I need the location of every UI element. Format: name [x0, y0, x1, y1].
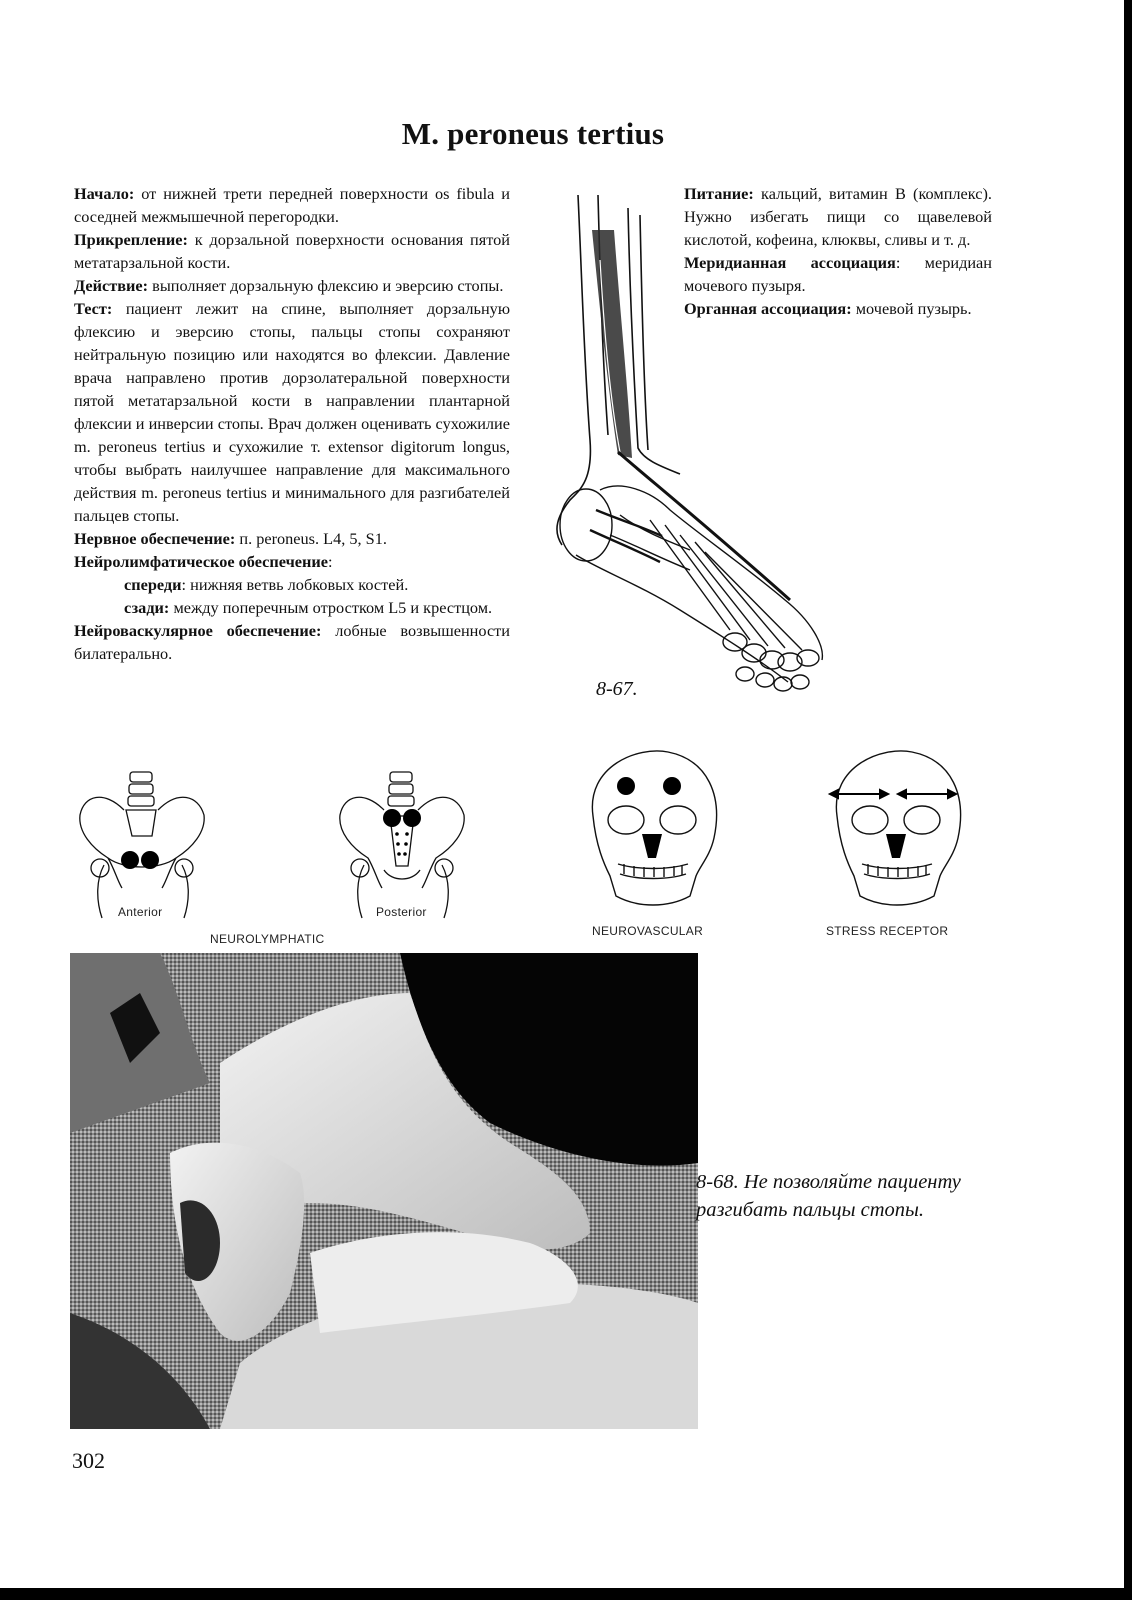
figure-67-caption: 8-67.	[596, 678, 638, 700]
nerve-paragraph	[74, 527, 510, 550]
neurolymphatic-colon: :	[327, 552, 333, 571]
front-text: : нижняя ветвь лобковых костей.	[181, 575, 409, 594]
neurolymphatic-label: Нейролимфатическое обеспечение	[74, 552, 328, 571]
pelvis-anterior-illustration	[74, 770, 214, 920]
insertion-paragraph	[74, 228, 510, 274]
page-title: M. peroneus tertius	[401, 116, 665, 151]
back-text: между поперечным отростком L5 и крестцом.	[173, 598, 493, 617]
figure-68-caption: 8-68. Не позволяйте пациенту разгибать пальцы стопы.	[696, 1171, 961, 1221]
front-paragraph	[74, 573, 510, 596]
origin-text: от нижней трети передней поверхности os fibula и соседней межмышечной перегородки.	[74, 184, 510, 226]
neurolymphatic-caption: NEUROLYMPHATIC	[210, 932, 325, 946]
neurolymphatic-heading	[74, 550, 510, 573]
skull-stress-receptor-illustration	[822, 746, 972, 916]
nutrition-text: кальций, витамин В (комплекс). Нужно избегать пищи со щавелевой кислотой, кофеина, клюквы, сливы и т. д.	[684, 184, 992, 249]
scan-right-edge	[1124, 0, 1132, 1600]
anterior-label: Anterior	[118, 905, 163, 919]
skull-neurovascular-illustration	[578, 746, 728, 916]
muscle-test-photo	[70, 953, 698, 1429]
action-text: выполняет дорзальную флексию и эверсию стопы.	[152, 276, 504, 295]
action-label: Действие:	[74, 276, 149, 295]
stress-receptor-caption: STRESS RECEPTOR	[826, 924, 949, 938]
front-label: спереди	[124, 575, 182, 594]
organ-label: Органная ассоциация:	[684, 299, 852, 318]
insertion-text: к дорзальной поверхности основания пятой метатарзальной кости.	[74, 230, 510, 272]
origin-paragraph	[74, 182, 510, 228]
page-number: 302	[72, 1448, 105, 1473]
pelvis-posterior-illustration	[334, 770, 474, 920]
neurovascular-text: лобные возвышенности билатерально.	[74, 621, 510, 663]
nerve-text: п. peroneus. L4, 5, S1.	[239, 529, 387, 548]
meridian-label: Меридианная ассоциация	[684, 253, 896, 272]
posterior-label: Posterior	[376, 905, 427, 919]
test-label: Тест:	[74, 299, 113, 318]
organ-text: мочевой пузырь.	[855, 299, 972, 318]
action-paragraph	[74, 274, 510, 297]
neurovascular-caption: NEUROVASCULAR	[592, 924, 704, 938]
nerve-label: Нервное обеспечение:	[74, 529, 236, 548]
meridian-text: : меридиан мочевого пузыря.	[684, 253, 992, 295]
scan-bottom-edge	[0, 1588, 1132, 1600]
nutrition-label: Питание:	[684, 184, 754, 203]
back-paragraph	[74, 596, 510, 619]
test-paragraph	[74, 297, 510, 527]
back-label: сзади:	[124, 598, 170, 617]
insertion-label: Прикрепление:	[74, 230, 188, 249]
leg-foot-illustration	[540, 190, 850, 710]
neurovascular-paragraph	[74, 619, 510, 665]
origin-label: Начало:	[74, 184, 135, 203]
left-text-column	[74, 182, 510, 665]
test-text: пациент лежит на спине, выполняет дорзальную флексию и эверсию стопы, пальцы стопы сохраняют нейтральную позицию или находятся во флексии. Давление врача направлено против дорзолатеральной поверхности пятой метатарзальной кости в направлении плантарной флексии и инверсии стопы. Врач должен оценивать сухожилие m. peroneus tertius и сухожилие т. extensor digitorum longus, чтобы выбрать наилучшее направление для максимального действия m. peroneus tertius и минимального для разгибателей пальцев стопы.	[74, 299, 510, 525]
neurovascular-label: Нейроваскулярное обеспечение:	[74, 621, 322, 640]
